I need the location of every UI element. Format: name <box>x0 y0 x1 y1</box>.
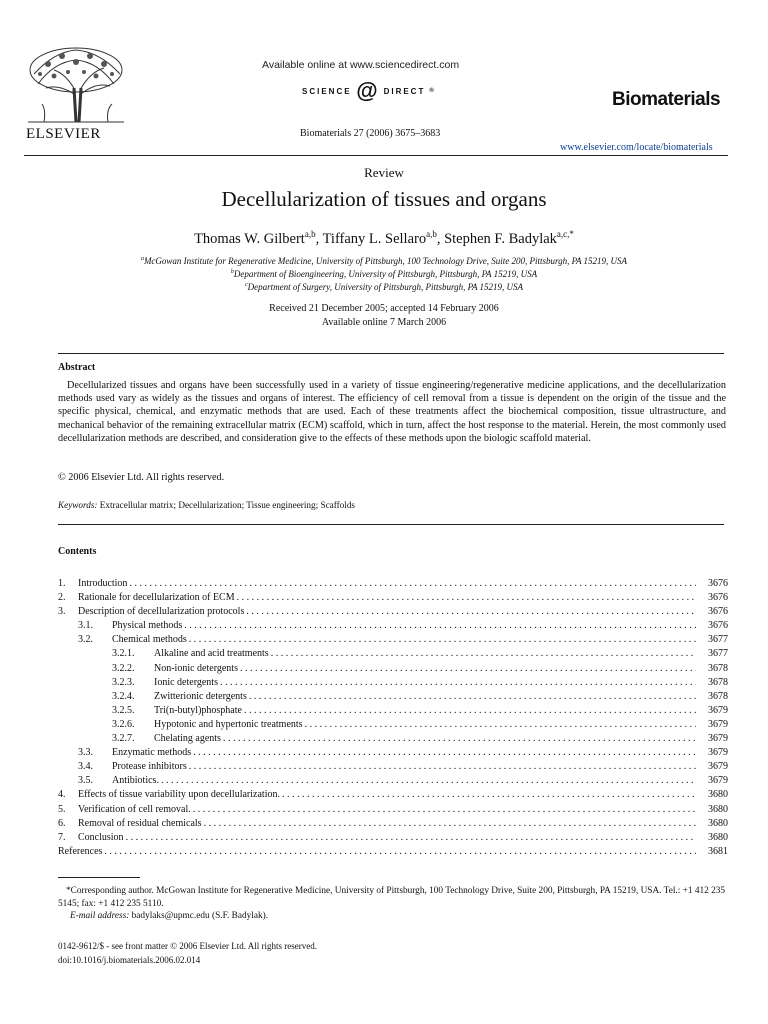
affiliation-text: Department of Bioengineering, University of Pittsburgh, Pittsburgh, PA 15219, USA <box>233 269 538 279</box>
journal-brand: Biomaterials <box>612 89 721 110</box>
abstract-divider <box>58 353 724 354</box>
publisher-name: ELSEVIER <box>26 126 101 142</box>
toc-label[interactable]: References <box>58 845 103 857</box>
toc-number: 3.2.7. <box>112 733 135 745</box>
toc-label[interactable]: Rationale for decellularization of ECM <box>78 592 235 604</box>
abstract-heading: Abstract <box>58 362 96 373</box>
toc-leader-dots <box>305 718 696 732</box>
toc-number: 3.2.5. <box>112 704 135 716</box>
keywords <box>58 500 355 510</box>
toc-label[interactable]: Antibiotics. <box>112 775 159 787</box>
toc-number: 5. <box>58 803 66 815</box>
toc-page-number: 3677 <box>708 648 728 660</box>
author-affiliation-marker: a,c,* <box>556 229 574 239</box>
toc-leader-dots <box>193 803 696 817</box>
affiliation-marker: a <box>140 256 144 262</box>
toc-number: 3.3. <box>78 747 93 759</box>
toc-number: 3.2.6. <box>112 718 135 730</box>
available-online-date: Available online 7 March 2006 <box>321 317 447 328</box>
affiliation-a <box>0 256 768 266</box>
sd-left-word: SCIENCE <box>302 86 352 96</box>
toc-leader-dots <box>271 647 696 661</box>
sd-right-word: DIRECT <box>383 86 426 96</box>
toc-page-number: 3676 <box>708 620 728 632</box>
email-label: E-mail address: <box>70 911 130 921</box>
toc-number: 2. <box>58 592 66 604</box>
abstract-body: Decellularized tissues and organs have been successfully used in a variety of tissue engineering/regenerative medicine applications, and the decellularization methods used vary as widely as the tissues and organs of interest. The efficiency of cell removal from a tissue is dependent on the origin of the tissue and the specific physical, chemical, and enzymatic methods that are used. Each of these treatments affect the biochemical composition, tissue ultrastructure, and mechanical behavior of the remaining extracellular matrix (ECM) scaffold, which in turn, affect the host response to the material. Herein, the most commonly used decellularization methods are described, and consideration give to the effects of these methods upon the biologic scaffold material. <box>58 380 726 444</box>
toc-number: 3.2.1. <box>112 648 135 660</box>
toc-leader-dots <box>223 732 696 746</box>
toc-entry[interactable] <box>58 577 728 591</box>
affiliation-c <box>0 282 768 292</box>
toc-number: 3.4. <box>78 761 93 773</box>
toc-number: 1. <box>58 578 66 589</box>
toc-leader-dots <box>104 845 696 859</box>
toc-page-number: 3680 <box>708 789 728 801</box>
toc-label[interactable]: Alkaline and acid treatments <box>154 648 269 660</box>
elsevier-logo <box>24 44 134 143</box>
toc-label[interactable]: Introduction <box>78 578 128 589</box>
affiliation-text: Department of Surgery, University of Pittsburgh, Pittsburgh, PA 15219, USA <box>247 282 524 292</box>
toc-number: 3.1. <box>78 620 93 632</box>
toc-label[interactable]: Protease inhibitors <box>112 761 187 773</box>
toc-number: 3.2.4. <box>112 690 135 702</box>
header-divider <box>24 155 728 156</box>
toc-page-number: 3679 <box>708 704 728 716</box>
toc-page-number: 3680 <box>708 831 728 843</box>
toc-entry[interactable] <box>58 831 728 845</box>
article-title: Decellularization of tissues and organs <box>221 187 547 211</box>
toc-leader-dots <box>237 591 696 605</box>
toc-entry[interactable] <box>58 605 728 619</box>
journal-reference: Biomaterials 27 (2006) 3675–3683 <box>300 128 441 139</box>
toc-page-number: 3678 <box>708 690 728 702</box>
toc-page-number: 3679 <box>708 718 728 730</box>
sd-at-icon: @ <box>355 78 380 103</box>
affiliation-text: McGowan Institute for Regenerative Medicine, University of Pittsburgh, 100 Technology Drive, Suite 200, Pittsburgh, PA 15219, USA <box>143 256 628 266</box>
toc-number: 7. <box>58 831 66 843</box>
email-line <box>70 911 268 921</box>
toc-leader-dots <box>126 831 696 845</box>
toc-page-number: 3678 <box>708 676 728 688</box>
toc-page-number: 3680 <box>708 817 728 829</box>
toc-entry[interactable] <box>58 676 728 690</box>
toc-entry[interactable] <box>58 803 728 817</box>
toc-label[interactable]: Verification of cell removal. <box>78 803 191 815</box>
journal-url-link[interactable]: www.elsevier.com/locate/biomaterials <box>560 142 713 153</box>
toc-page-number: 3679 <box>708 747 728 759</box>
author-separator: , <box>436 230 445 247</box>
toc-page-number: 3676 <box>708 606 728 618</box>
toc-label[interactable]: Chemical methods <box>112 634 187 646</box>
toc-page-number: 3679 <box>708 775 728 787</box>
toc-leader-dots <box>184 619 696 633</box>
toc-number: 6. <box>58 817 66 829</box>
toc-leader-dots <box>240 662 696 676</box>
toc-leader-dots <box>204 817 696 831</box>
received-dates: Received 21 December 2005; accepted 14 February 2006 <box>269 303 499 314</box>
toc-number: 3. <box>58 606 66 618</box>
toc-page-number: 3676 <box>708 578 728 589</box>
toc-label[interactable]: Enzymatic methods <box>112 747 192 759</box>
toc-leader-dots <box>249 690 696 704</box>
toc-number: 3.2.3. <box>112 676 135 688</box>
toc-label[interactable]: Hypotonic and hypertonic treatments <box>154 718 303 730</box>
toc-entry[interactable] <box>58 788 728 802</box>
toc-entry[interactable] <box>58 704 728 718</box>
keywords-label: Keywords: <box>58 500 98 510</box>
toc-leader-dots <box>246 605 696 619</box>
affiliation-b <box>0 269 768 279</box>
contents-divider <box>58 524 724 525</box>
toc-page-number: 3678 <box>708 662 728 674</box>
issn-line: 0142-9612/$ - see front matter © 2006 Elsevier Ltd. All rights reserved. <box>58 941 318 951</box>
table-of-contents <box>58 577 728 859</box>
footnote-divider <box>58 877 140 878</box>
toc-leader-dots <box>189 760 696 774</box>
toc-entry[interactable] <box>58 591 728 605</box>
toc-entry[interactable] <box>58 817 728 831</box>
toc-page-number: 3676 <box>708 592 728 604</box>
author-affiliation-marker: a,b <box>304 229 316 239</box>
toc-leader-dots <box>220 676 696 690</box>
toc-entry[interactable] <box>58 690 728 704</box>
toc-label[interactable]: Description of decellularization protocols <box>78 606 245 618</box>
toc-leader-dots <box>189 633 696 647</box>
toc-number: 3.5. <box>78 775 93 787</box>
author-name: Stephen F. Badylak <box>444 230 557 247</box>
toc-entry[interactable] <box>58 619 728 633</box>
toc-leader-dots <box>193 746 696 760</box>
toc-label[interactable]: Ionic detergents <box>154 676 218 688</box>
toc-entry[interactable] <box>58 760 728 774</box>
toc-entry[interactable] <box>58 774 728 788</box>
toc-label[interactable]: Removal of residual chemicals <box>78 817 202 829</box>
author-affiliation-marker: a,b <box>426 229 437 239</box>
toc-label[interactable]: Non-ionic detergents <box>154 662 238 674</box>
contents-heading: Contents <box>58 546 97 557</box>
keywords-list: Extracellular matrix; Decellularization; Tissue engineering; Scaffolds <box>99 500 355 510</box>
toc-label[interactable]: Tri(n-butyl)phosphate <box>154 704 242 716</box>
author-list <box>0 229 768 248</box>
sciencedirect-logo <box>302 79 434 103</box>
toc-page-number: 3679 <box>708 733 728 745</box>
toc-entry[interactable] <box>58 746 728 760</box>
article-type: Review <box>364 165 404 180</box>
email-address[interactable]: badylaks@upmc.edu (S.F. Badylak). <box>131 911 269 921</box>
toc-label[interactable]: Physical methods <box>112 620 183 632</box>
toc-leader-dots <box>161 774 696 788</box>
author-separator: , <box>315 230 323 247</box>
toc-entry[interactable] <box>58 633 728 647</box>
affiliation-marker: c <box>244 282 248 288</box>
toc-page-number: 3679 <box>708 761 728 773</box>
author-name: Tiffany L. Sellaro <box>322 230 427 247</box>
toc-number: 3.2.2. <box>112 662 135 674</box>
corresponding-author-note: *Corresponding author. McGowan Institute for Regenerative Medicine, University of Pittsburgh, 100 Technology Drive, Suite 200, Pittsburgh, PA 15219, USA. Tel.: +1 412 235 5145; fax: +1 412 235 5110. <box>58 886 726 909</box>
toc-entry[interactable] <box>58 732 728 746</box>
toc-page-number: 3677 <box>708 634 728 646</box>
toc-page-number: 3681 <box>708 845 728 857</box>
toc-label[interactable]: Effects of tissue variability upon decellularization. <box>78 789 280 801</box>
toc-entry[interactable] <box>58 662 728 676</box>
tree-icon <box>24 44 128 124</box>
toc-number: 4. <box>58 789 66 801</box>
toc-label[interactable]: Conclusion <box>78 831 124 843</box>
toc-number: 3.2. <box>78 634 93 646</box>
toc-entry[interactable] <box>58 647 728 661</box>
available-online-banner: Available online at www.sciencedirect.com <box>262 59 460 71</box>
doi-line[interactable]: doi:10.1016/j.biomaterials.2006.02.014 <box>58 955 201 965</box>
toc-entry[interactable] <box>58 718 728 732</box>
toc-page-number: 3680 <box>708 803 728 815</box>
sd-trademark: ® <box>429 88 434 94</box>
toc-leader-dots <box>244 704 696 718</box>
toc-label[interactable]: Chelating agents <box>154 733 221 745</box>
affiliation-marker: b <box>230 269 234 275</box>
abstract-copyright: © 2006 Elsevier Ltd. All rights reserved. <box>58 472 225 483</box>
toc-label[interactable]: Zwitterionic detergents <box>154 690 247 702</box>
toc-leader-dots <box>129 577 696 591</box>
author-name: Thomas W. Gilbert <box>194 230 305 247</box>
toc-leader-dots <box>282 788 696 802</box>
toc-entry[interactable] <box>58 845 728 859</box>
